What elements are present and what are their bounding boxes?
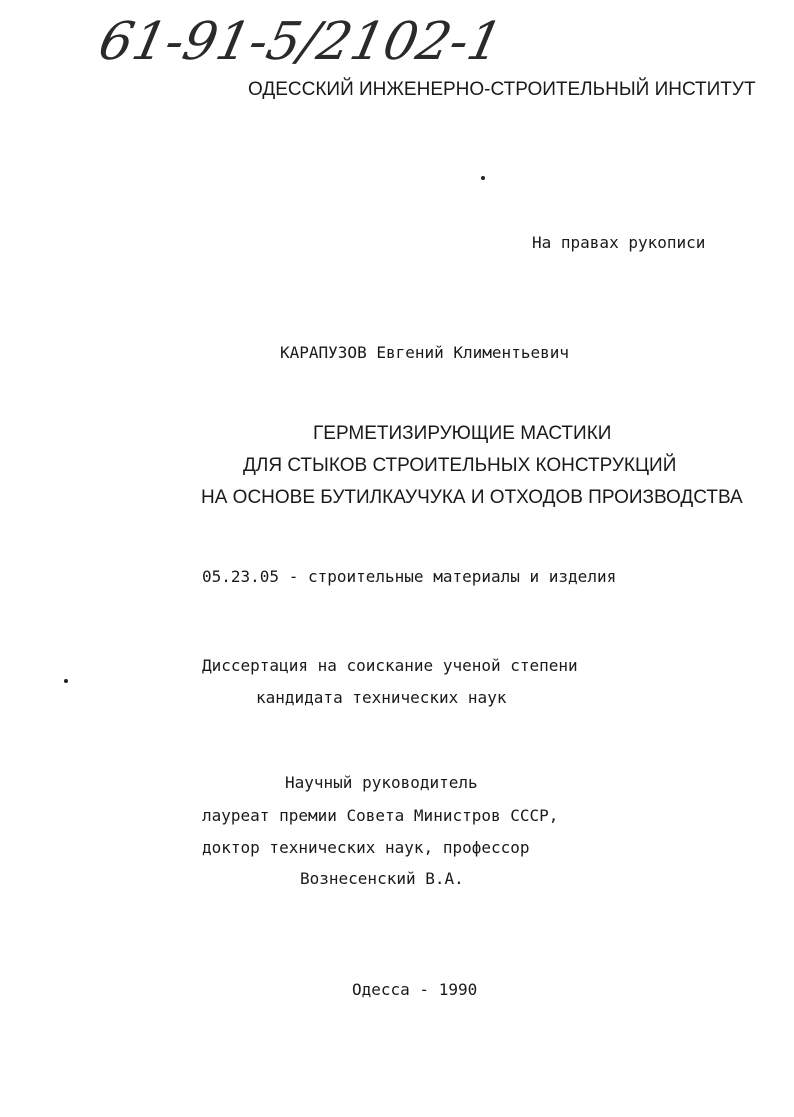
- title-line-1: ГЕРМЕТИЗИРУЮЩИЕ МАСТИКИ: [313, 423, 612, 444]
- city-year: Одесса - 1990: [352, 980, 478, 999]
- page-speck: [481, 176, 485, 180]
- specialty-code: 05.23.05 - строительные материалы и изделия: [202, 567, 617, 586]
- supervisor-degree: доктор технических наук, профессор: [202, 838, 530, 857]
- author-name: КАРАПУЗОВ Евгений Климентьевич: [280, 343, 569, 362]
- supervisor-name: Вознесенский В.А.: [300, 869, 464, 888]
- handwritten-archive-code: 61-91-5/2102-1: [93, 12, 508, 72]
- title-line-3: НА ОСНОВЕ БУТИЛКАУЧУКА И ОТХОДОВ ПРОИЗВОДСТВА: [201, 487, 743, 508]
- manuscript-rights-note: На правах рукописи: [532, 233, 706, 252]
- title-line-2: ДЛЯ СТЫКОВ СТРОИТЕЛЬНЫХ КОНСТРУКЦИЙ: [243, 455, 677, 476]
- degree-line-2: кандидата технических наук: [256, 688, 507, 707]
- degree-line-1: Диссертация на соискание ученой степени: [202, 656, 578, 675]
- supervisor-heading: Научный руководитель: [285, 773, 478, 792]
- institute-name: ОДЕССКИЙ ИНЖЕНЕРНО-СТРОИТЕЛЬНЫЙ ИНСТИТУТ: [248, 79, 756, 100]
- supervisor-award: лауреат премии Совета Министров СССР,: [202, 806, 559, 825]
- page-speck: [64, 679, 68, 683]
